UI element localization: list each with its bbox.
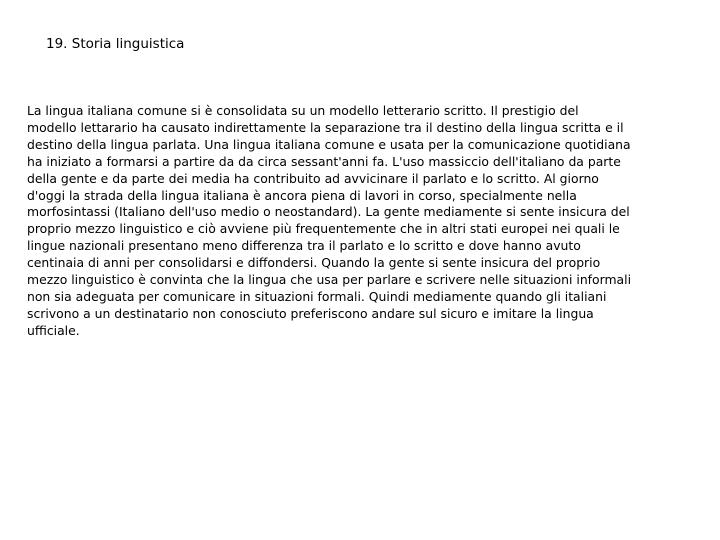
paragraph-line: proprio mezzo linguistico e ciò avviene più frequentemente che in altri stati europei nei quali le (27, 221, 620, 237)
paragraph-line: d'oggi la strada della lingua italiana è ancora piena di lavori in corso, specialmente nella (27, 187, 577, 203)
paragraph-line: lingue nazionali presentano meno differenza tra il parlato e lo scritto e dove hanno avuto (27, 238, 581, 254)
paragraph-line: La lingua italiana comune si è consolidata su un modello letterario scritto. Il prestigio del (27, 103, 579, 118)
paragraph-line: scrivono a un destinatario non conosciuto preferiscono andare sul sicuro e imitare la lingua (27, 305, 594, 321)
paragraph-line: morfosintassi (Italiano dell'uso medio o neostandard). La gente mediamente si sente insicura del (27, 204, 630, 220)
paragraph-line: mezzo linguistico è convinta che la lingua che usa per parlare e scrivere nelle situazioni informali (27, 272, 632, 288)
paragraph-line: ha iniziato a formarsi a partire da da circa sessant'anni fa. L'uso massiccio dell'italiano da parte (27, 153, 621, 169)
paragraph-line: ufficiale. (27, 322, 80, 338)
paragraph-line: non sia adeguata per comunicare in situazioni formali. Quindi mediamente quando gli italiani (27, 288, 607, 304)
paragraph-line: destino della lingua parlata. Una lingua italiana comune e usata per la comunicazione quotidiana (27, 136, 631, 152)
paragraph-line: centinaia di anni per consolidarsi e diffondersi. Quando la gente si sente insicura del proprio (27, 255, 601, 271)
paragraph-line: modello lettarario ha causato indirettamente la separazione tra il destino della lingua scritta e il (27, 119, 624, 135)
paragraph-line: della gente e da parte dei media ha contribuito ad avvicinare il parlato e lo scritto. Al giorno (27, 170, 599, 186)
slide-title: 19. Storia linguistica (46, 36, 185, 52)
body-paragraph (27, 103, 717, 340)
